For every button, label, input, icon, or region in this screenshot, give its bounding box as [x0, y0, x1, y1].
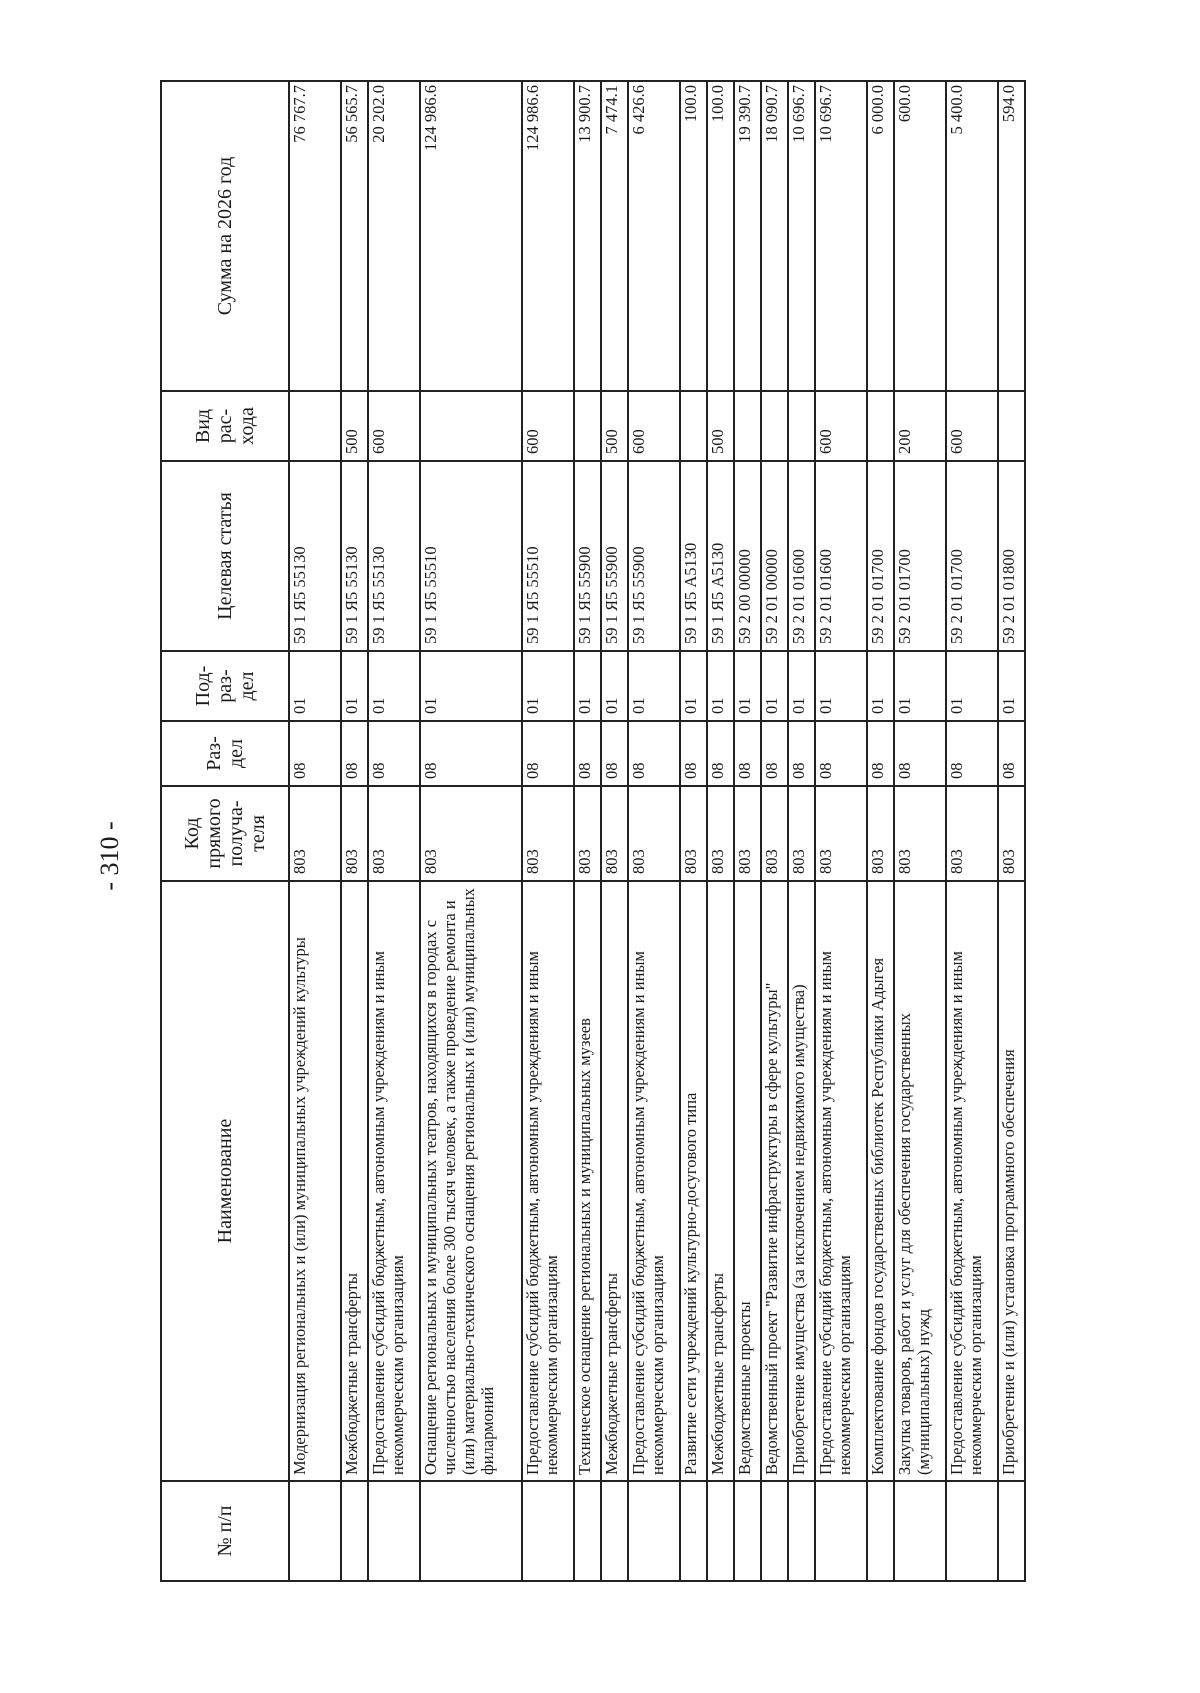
budget-table — [160, 80, 1026, 1582]
cell-expense-type: 600 — [628, 391, 680, 461]
cell-sum: 18 090.7 — [761, 81, 788, 391]
cell-expense-type: 500 — [341, 391, 368, 461]
cell-section: 08 — [341, 721, 368, 786]
header-num: № п/п — [161, 1481, 289, 1581]
cell-code: 803 — [628, 786, 680, 881]
cell-code: 803 — [341, 786, 368, 881]
cell-expense-type — [734, 391, 761, 461]
cell-subsection: 01 — [734, 651, 761, 721]
cell-name: Ведомственный проект "Развитие инфраструктуры в сфере культуры" — [761, 881, 788, 1481]
cell-expense-type — [289, 391, 341, 461]
cell-article: 59 1 Я5 55130 — [289, 461, 341, 651]
cell-num — [522, 1481, 574, 1581]
table-row — [341, 81, 368, 1581]
cell-code: 803 — [707, 786, 734, 881]
cell-sum: 100.0 — [680, 81, 707, 391]
cell-subsection: 01 — [289, 651, 341, 721]
cell-subsection: 01 — [761, 651, 788, 721]
cell-subsection: 01 — [628, 651, 680, 721]
cell-section: 08 — [574, 721, 601, 786]
cell-num — [788, 1481, 815, 1581]
cell-sum: 7 474.1 — [601, 81, 628, 391]
header-code: Код прямого получа-теля — [161, 786, 289, 881]
table-row — [867, 81, 894, 1581]
cell-subsection: 01 — [601, 651, 628, 721]
cell-code: 803 — [680, 786, 707, 881]
cell-section: 08 — [734, 721, 761, 786]
cell-expense-type: 600 — [368, 391, 420, 461]
cell-code: 803 — [761, 786, 788, 881]
cell-article: 59 2 01 01700 — [894, 461, 946, 651]
cell-sum: 13 900.7 — [574, 81, 601, 391]
cell-section: 08 — [368, 721, 420, 786]
cell-expense-type — [788, 391, 815, 461]
cell-expense-type — [680, 391, 707, 461]
cell-subsection: 01 — [368, 651, 420, 721]
cell-num — [998, 1481, 1025, 1581]
cell-subsection: 01 — [420, 651, 522, 721]
cell-subsection: 01 — [998, 651, 1025, 721]
header-name: Наименование — [161, 881, 289, 1481]
table-row — [946, 81, 998, 1581]
table-row — [815, 81, 867, 1581]
cell-sum: 5 400.0 — [946, 81, 998, 391]
cell-section: 08 — [680, 721, 707, 786]
cell-subsection: 01 — [522, 651, 574, 721]
table-row — [289, 81, 341, 1581]
cell-code: 803 — [420, 786, 522, 881]
table-row — [368, 81, 420, 1581]
table-row — [707, 81, 734, 1581]
cell-sum: 10 696.7 — [815, 81, 867, 391]
cell-code: 803 — [601, 786, 628, 881]
cell-num — [289, 1481, 341, 1581]
cell-article: 59 1 Я5 55130 — [341, 461, 368, 651]
cell-code: 803 — [574, 786, 601, 881]
cell-expense-type — [998, 391, 1025, 461]
cell-section: 08 — [628, 721, 680, 786]
cell-num — [341, 1481, 368, 1581]
header-article: Целевая статья — [161, 461, 289, 651]
cell-section: 08 — [946, 721, 998, 786]
header-section: Раз-дел — [161, 721, 289, 786]
cell-sum: 594.0 — [998, 81, 1025, 391]
cell-name: Межбюджетные трансферты — [601, 881, 628, 1481]
table-row — [788, 81, 815, 1581]
cell-subsection: 01 — [946, 651, 998, 721]
cell-num — [946, 1481, 998, 1581]
table-row — [894, 81, 946, 1581]
cell-expense-type — [574, 391, 601, 461]
cell-code: 803 — [867, 786, 894, 881]
cell-name: Предоставление субсидий бюджетным, автономным учреждениям и иным некоммерческим организациям — [522, 881, 574, 1481]
cell-name: Развитие сети учреждений культурно-досугового типа — [680, 881, 707, 1481]
cell-sum: 10 696.7 — [788, 81, 815, 391]
cell-expense-type: 600 — [815, 391, 867, 461]
cell-section: 08 — [289, 721, 341, 786]
cell-name: Модернизация региональных и (или) муниципальных учреждений культуры — [289, 881, 341, 1481]
cell-subsection: 01 — [574, 651, 601, 721]
cell-subsection: 01 — [680, 651, 707, 721]
cell-num — [680, 1481, 707, 1581]
cell-subsection: 01 — [788, 651, 815, 721]
table-row — [734, 81, 761, 1581]
cell-sum: 124 986.6 — [522, 81, 574, 391]
cell-expense-type — [420, 391, 522, 461]
cell-name: Закупка товаров, работ и услуг для обеспечения государственных (муниципальных) нужд — [894, 881, 946, 1481]
cell-article: 59 2 01 01600 — [815, 461, 867, 651]
cell-sum: 76 767.7 — [289, 81, 341, 391]
cell-name: Предоставление субсидий бюджетным, автономным учреждениям и иным некоммерческим организациям — [368, 881, 420, 1481]
cell-expense-type: 500 — [707, 391, 734, 461]
cell-subsection: 01 — [815, 651, 867, 721]
cell-article: 59 1 Я5 А5130 — [680, 461, 707, 651]
cell-expense-type: 600 — [946, 391, 998, 461]
cell-name: Техническое оснащение региональных и муниципальных музеев — [574, 881, 601, 1481]
budget-table-container — [160, 82, 1100, 1582]
table-row — [420, 81, 522, 1581]
cell-article: 59 1 Я5 55900 — [628, 461, 680, 651]
cell-sum: 600.0 — [894, 81, 946, 391]
cell-section: 08 — [788, 721, 815, 786]
cell-code: 803 — [289, 786, 341, 881]
cell-expense-type — [867, 391, 894, 461]
table-row — [628, 81, 680, 1581]
cell-expense-type: 200 — [894, 391, 946, 461]
cell-name: Оснащение региональных и муниципальных театров, находящихся в городах с численностью населения более 300 тысяч человек, а также проведение ремонта и (или) материально-технического оснащения региональных и (или) муниципальных филармоний — [420, 881, 522, 1481]
cell-name: Комплектование фондов государственных библиотек Республики Адыгея — [867, 881, 894, 1481]
cell-name: Ведомственные проекты — [734, 881, 761, 1481]
cell-num — [420, 1481, 522, 1581]
cell-section: 08 — [761, 721, 788, 786]
cell-name: Межбюджетные трансферты — [707, 881, 734, 1481]
cell-num — [761, 1481, 788, 1581]
cell-code: 803 — [734, 786, 761, 881]
cell-article: 59 2 01 00000 — [761, 461, 788, 651]
page-number: - 310 - — [95, 821, 124, 891]
cell-section: 08 — [601, 721, 628, 786]
cell-article: 59 2 01 01600 — [788, 461, 815, 651]
cell-name: Предоставление субсидий бюджетным, автономным учреждениям и иным некоммерческим организациям — [628, 881, 680, 1481]
table-row — [680, 81, 707, 1581]
cell-article: 59 2 01 01700 — [867, 461, 894, 651]
cell-section: 08 — [522, 721, 574, 786]
table-row — [601, 81, 628, 1581]
cell-article: 59 2 01 01800 — [998, 461, 1025, 651]
cell-sum: 100.0 — [707, 81, 734, 391]
cell-section: 08 — [998, 721, 1025, 786]
cell-num — [574, 1481, 601, 1581]
cell-name: Предоставление субсидий бюджетным, автономным учреждениям и иным некоммерческим организациям — [815, 881, 867, 1481]
cell-article: 59 2 01 01700 — [946, 461, 998, 651]
table-row — [998, 81, 1025, 1581]
cell-section: 08 — [707, 721, 734, 786]
cell-num — [894, 1481, 946, 1581]
cell-num — [734, 1481, 761, 1581]
cell-subsection: 01 — [707, 651, 734, 721]
cell-sum: 19 390.7 — [734, 81, 761, 391]
cell-num — [368, 1481, 420, 1581]
cell-article: 59 1 Я5 55900 — [574, 461, 601, 651]
cell-name: Приобретение и (или) установка программного обеспечения — [998, 881, 1025, 1481]
cell-article: 59 1 Я5 А5130 — [707, 461, 734, 651]
cell-name: Предоставление субсидий бюджетным, автономным учреждениям и иным некоммерческим организациям — [946, 881, 998, 1481]
cell-section: 08 — [815, 721, 867, 786]
cell-code: 803 — [946, 786, 998, 881]
cell-num — [628, 1481, 680, 1581]
cell-sum: 6 426.6 — [628, 81, 680, 391]
header-subsection: Под-раз-дел — [161, 651, 289, 721]
cell-code: 803 — [788, 786, 815, 881]
cell-sum: 56 565.7 — [341, 81, 368, 391]
cell-num — [707, 1481, 734, 1581]
cell-section: 08 — [867, 721, 894, 786]
table-header-row — [161, 81, 289, 1581]
cell-article: 59 1 Я5 55130 — [368, 461, 420, 651]
cell-subsection: 01 — [341, 651, 368, 721]
cell-expense-type: 500 — [601, 391, 628, 461]
table-row — [761, 81, 788, 1581]
cell-article: 59 2 00 00000 — [734, 461, 761, 651]
cell-sum: 124 986.6 — [420, 81, 522, 391]
cell-sum: 6 000.0 — [867, 81, 894, 391]
cell-code: 803 — [998, 786, 1025, 881]
header-expense-type: Вид рас-хода — [161, 391, 289, 461]
cell-subsection: 01 — [894, 651, 946, 721]
cell-code: 803 — [815, 786, 867, 881]
cell-section: 08 — [894, 721, 946, 786]
cell-code: 803 — [522, 786, 574, 881]
cell-section: 08 — [420, 721, 522, 786]
cell-expense-type — [761, 391, 788, 461]
cell-code: 803 — [894, 786, 946, 881]
cell-name: Приобретение имущества (за исключением недвижимого имущества) — [788, 881, 815, 1481]
cell-name: Межбюджетные трансферты — [341, 881, 368, 1481]
cell-expense-type: 600 — [522, 391, 574, 461]
cell-article: 59 1 Я5 55900 — [601, 461, 628, 651]
cell-code: 803 — [368, 786, 420, 881]
cell-num — [601, 1481, 628, 1581]
cell-sum: 20 202.0 — [368, 81, 420, 391]
cell-num — [867, 1481, 894, 1581]
cell-article: 59 1 Я5 55510 — [420, 461, 522, 651]
cell-num — [815, 1481, 867, 1581]
header-sum: Сумма на 2026 год — [161, 81, 289, 391]
cell-subsection: 01 — [867, 651, 894, 721]
cell-article: 59 1 Я5 55510 — [522, 461, 574, 651]
table-row — [574, 81, 601, 1581]
table-row — [522, 81, 574, 1581]
